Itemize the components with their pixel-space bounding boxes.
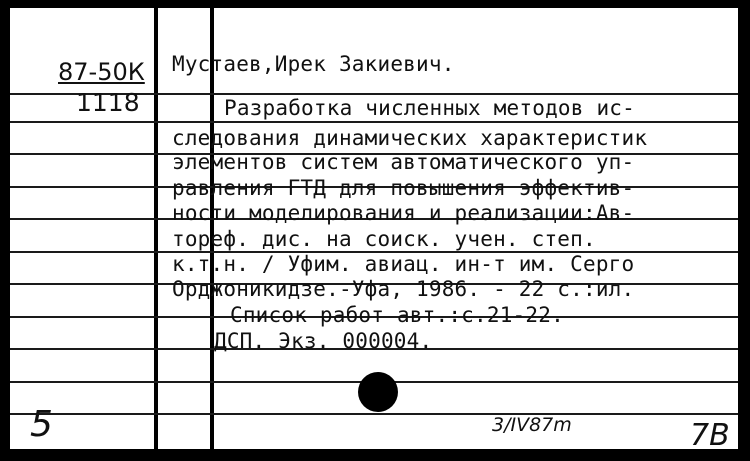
card-left-edge — [0, 0, 10, 461]
punch-hole — [358, 372, 398, 412]
author-heading: Мустаев,Ирек Закиевич. — [172, 52, 455, 76]
handwritten-code: 7В — [690, 418, 730, 453]
ruling-line — [10, 413, 738, 415]
inventory-number: 1118 — [76, 88, 140, 117]
card-right-edge — [738, 0, 750, 461]
body-line: элементов систем автоматического уп- — [172, 150, 635, 174]
body-line: следования динамических характеристик — [172, 126, 648, 150]
body-line: тореф. дис. на соиск. учен. степ. — [172, 227, 596, 251]
notes-line: Список работ авт.:с.21-22. — [230, 303, 564, 327]
handwritten-number: 5 — [30, 404, 53, 445]
body-line: к.т.н. / Уфим. авиац. ин-т им. Серго — [172, 252, 635, 276]
body-line: Орджоникидзе.-Уфа, 1986. - 22 с.:ил. — [172, 277, 635, 301]
body-line: равления ГТД для повышения эффектив- — [172, 176, 635, 200]
body-line: ности моделирования и реализации:Ав- — [172, 201, 635, 225]
card-top-edge — [0, 0, 750, 8]
call-number: 87-50К — [58, 58, 145, 86]
handwritten-date: 3/IV87m — [492, 414, 572, 436]
ruling-line — [10, 121, 738, 123]
body-line: Разработка численных методов ис- — [224, 96, 635, 120]
notes-line: ДСП. Экз. 000004. — [214, 329, 433, 353]
card-bottom-edge — [0, 449, 750, 461]
